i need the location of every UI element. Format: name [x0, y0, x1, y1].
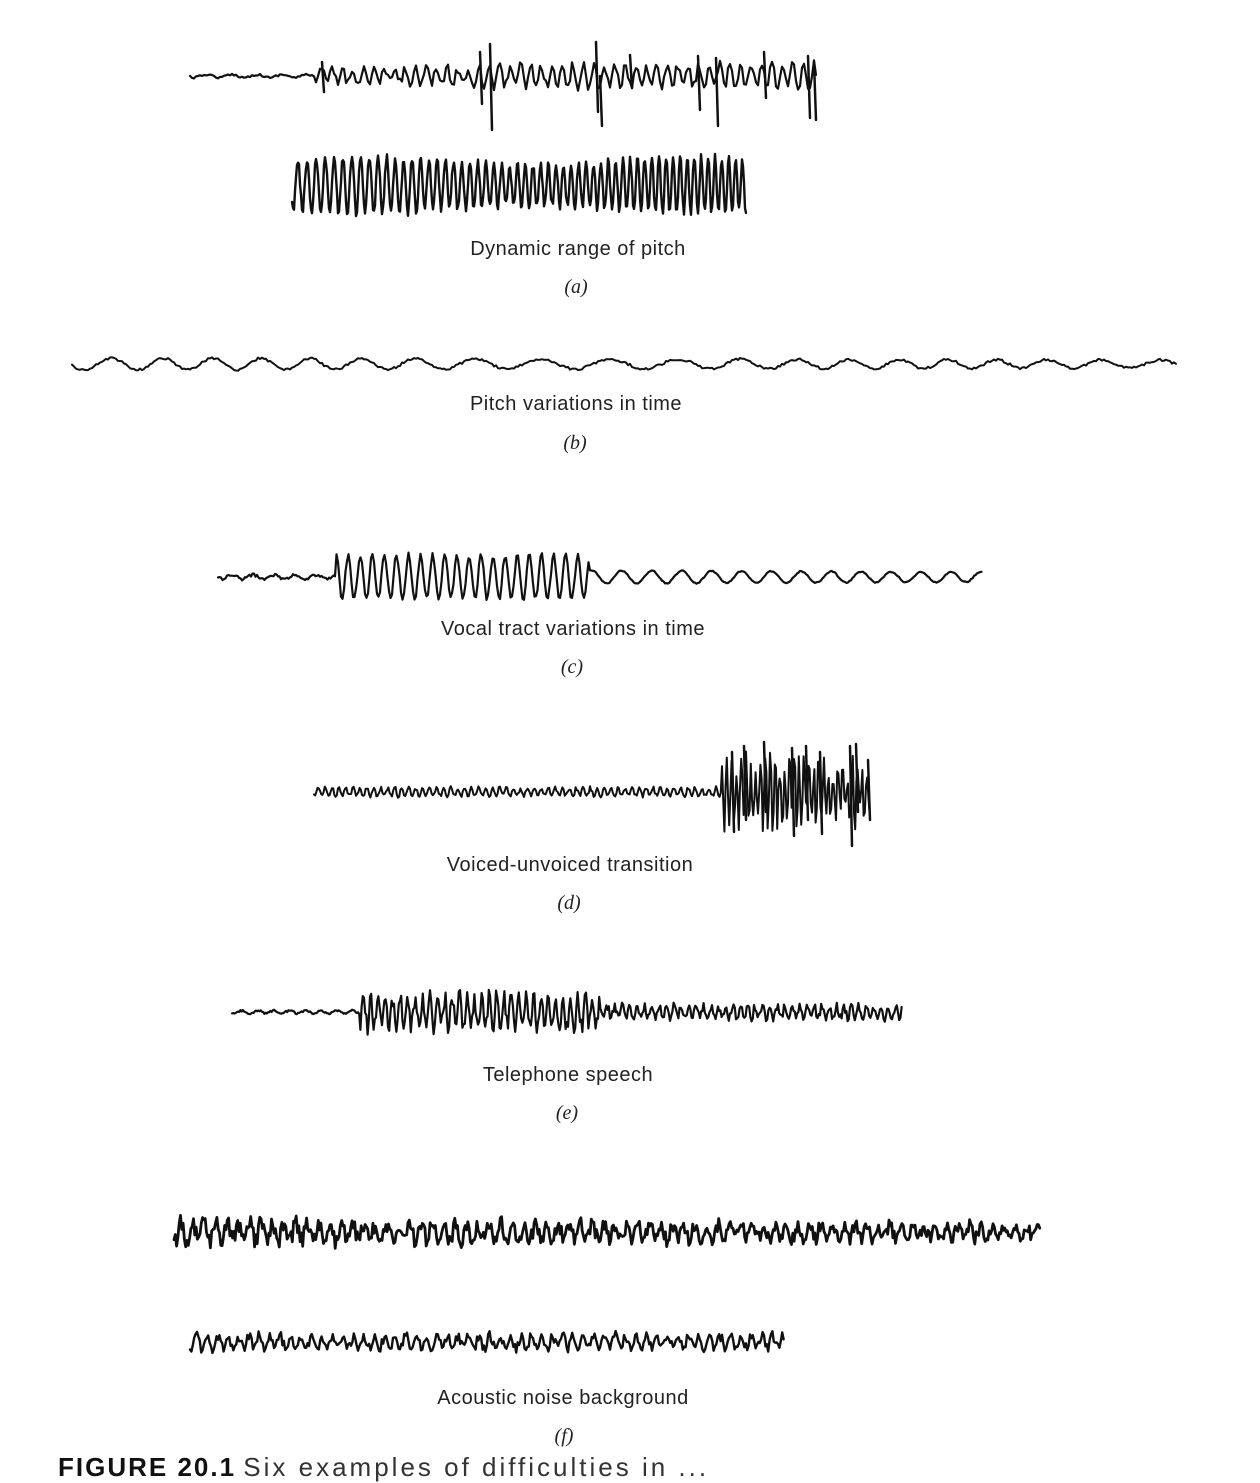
caption-acoustic-noise-background: Acoustic noise background — [437, 1387, 689, 1409]
label-f: (f) — [554, 1425, 574, 1447]
waveform-f-lower — [190, 1331, 784, 1353]
waveform-b — [72, 357, 1176, 370]
waveform-a-upper — [190, 60, 816, 90]
figure-caption-text: Six examples of difficulties in ... — [243, 1452, 710, 1482]
caption-telephone-speech: Telephone speech — [482, 1064, 654, 1086]
figure-number: FIGURE 20.1 — [58, 1452, 237, 1482]
caption-vocal-tract-variations-in-time: Vocal tract variations in time — [441, 618, 705, 640]
label-a: (a) — [564, 276, 588, 298]
waveform-e — [232, 990, 902, 1035]
caption-dynamic-range-of-pitch: Dynamic range of pitch — [470, 238, 686, 260]
label-b: (b) — [563, 432, 587, 454]
figure-footer — [58, 1452, 709, 1483]
label-e: (e) — [555, 1102, 579, 1124]
waveform-f-upper — [174, 1215, 1040, 1248]
waveform-a-lower — [292, 154, 746, 216]
waveform-c — [218, 553, 982, 600]
waveform-d — [314, 752, 870, 832]
caption-voiced-unvoiced-transition: Voiced-unvoiced transition — [446, 854, 694, 876]
label-d: (d) — [557, 892, 581, 914]
caption-pitch-variations-in-time: Pitch variations in time — [469, 393, 683, 415]
waveform-a-spikes — [322, 42, 816, 130]
label-c: (c) — [560, 656, 584, 678]
